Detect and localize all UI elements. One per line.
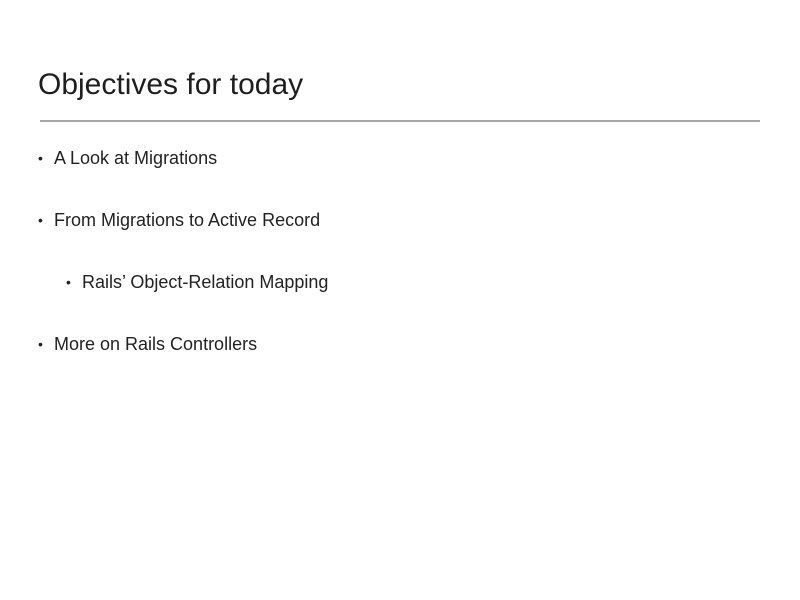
bullet-item: [38, 147, 217, 169]
bullet-icon: •: [38, 150, 43, 166]
bullet-item: [38, 333, 257, 355]
bullet-text: Rails’ Object-Relation Mapping: [82, 272, 329, 292]
slide-title: Objectives for today: [38, 68, 304, 101]
title-divider: [40, 120, 760, 122]
bullet-text: From Migrations to Active Record: [54, 210, 321, 230]
sub-bullet-item: [66, 271, 328, 293]
bullet-icon: •: [38, 336, 43, 352]
bullet-item: [38, 209, 320, 231]
bullet-text: More on Rails Controllers: [54, 334, 258, 354]
bullet-icon: •: [38, 212, 43, 228]
bullet-icon: •: [66, 274, 71, 290]
bullet-text: A Look at Migrations: [54, 148, 218, 168]
